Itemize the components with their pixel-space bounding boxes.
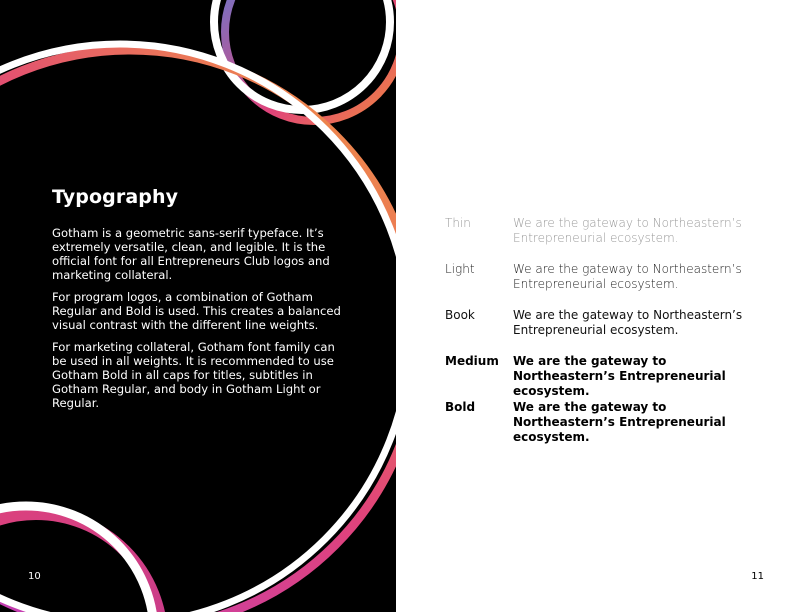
paragraph: Gotham is a geometric sans-serif typeface. It’s extremely versatile, clean, and legible. It is the official font for all Entrepreneurs Club logos and marketing collateral. (52, 226, 330, 282)
top-ring-gradient (225, 0, 396, 121)
weight-sample: We are the gateway to Northeastern’s Entrepreneurial ecosystem. (513, 400, 726, 444)
paragraph: For program logos, a combination of Gotham Regular and Bold is used. This creates a balanced visual contrast with the different line weights. (52, 290, 341, 332)
weight-label: Medium (445, 354, 499, 368)
body-copy (52, 226, 348, 418)
weight-label: Light (445, 262, 475, 276)
page-title: Typography (52, 186, 179, 208)
weight-sample: We are the gateway to Northeastern’s Entrepreneurial ecosystem. (513, 308, 743, 337)
weight-sample: We are the gateway to Northeastern’s Entrepreneurial ecosystem. (513, 262, 742, 291)
page-number-left: 10 (28, 571, 41, 582)
weight-label: Book (445, 308, 475, 322)
weight-label: Thin (445, 216, 471, 230)
right-page (396, 0, 792, 612)
weight-sample: We are the gateway to Northeastern’s Entrepreneurial ecosystem. (513, 216, 742, 245)
top-ring-white (214, 0, 390, 110)
paragraph: For marketing collateral, Gotham font family can be used in all weights. It is recommended to use Gotham Bold in all caps for titles, subtitles in Gotham Regular, and body in Gotham Light or Regular. (52, 340, 335, 410)
weight-label: Bold (445, 400, 476, 414)
weight-sample: We are the gateway to Northeastern’s Entrepreneurial ecosystem. (513, 354, 726, 398)
page-number-right: 11 (751, 571, 764, 582)
